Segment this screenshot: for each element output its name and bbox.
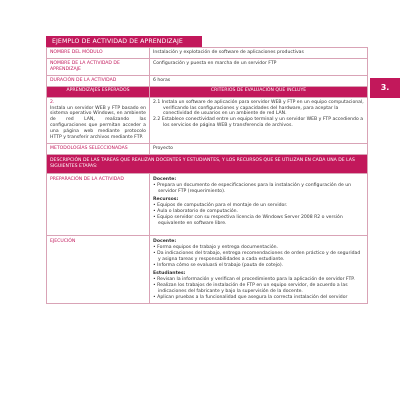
criterios-cell	[150, 97, 368, 143]
preparacion-content	[150, 173, 368, 235]
list-item: • Da indicaciones del trabajo, entrega recomendaciones de orden práctico y de seguridad y asigna tareas y responsabilidades a cada estudiante.	[153, 250, 361, 262]
actividad-row	[47, 58, 368, 75]
criterio-item	[153, 117, 364, 129]
aprendizaje-cell	[47, 97, 150, 143]
list-item: • Revisan la información y verifican el procedimiento para la aplicación de servidor FTP.	[153, 277, 355, 283]
ejecucion-label: EJECUCIÓN	[47, 235, 150, 303]
docente-title: Docente:	[153, 238, 177, 244]
activity-page	[46, 36, 368, 304]
criterios-header: CRITERIOS DE EVALUACIÓN QUE INCLUYE	[150, 86, 368, 97]
list-item: • Equipo servidor con su respectiva licencia de Windows Server 2008 R2 o versión equivalente en software libre.	[153, 215, 343, 227]
ejecucion-content	[150, 235, 368, 303]
ejecucion-row	[47, 235, 368, 303]
list-item: • Informa cómo se evaluará el trabajo (pauta de cotejo).	[153, 262, 284, 268]
list-item: • Forma equipos de trabajo y entrega documentación.	[153, 244, 279, 250]
activity-table	[46, 47, 368, 304]
criterio-number: 2.2	[153, 117, 161, 123]
aprendizaje-text: Instala un servidor WEB y FTP basado en sistema operativo Windows, en ambiente de red LAN, realizando las configuraciones que permitan acceder a una página web mediante protocolo HTTP y transferir archivos mediante FTP.	[50, 105, 146, 141]
preparacion-row	[47, 173, 368, 235]
actividad-value: Configuración y puesta en marcha de un servidor FTP	[150, 58, 368, 75]
aprendizaje-number: 2.	[50, 99, 55, 105]
recursos-title: Recursos:	[153, 197, 179, 203]
headers-row	[47, 86, 368, 97]
actividad-label: NOMBRE DE LA ACTIVIDAD DE APRENDIZAJE	[47, 58, 150, 75]
modulo-value: Instalación y explotación de software de aplicaciones productivas	[150, 48, 368, 59]
metodologias-label: METODOLOGÍAS SELECCIONADAS	[47, 143, 150, 154]
section-number-tab: 3.	[370, 78, 400, 98]
modulo-row	[47, 48, 368, 59]
criterio-text: Instala un software de aplicación para servidor WEB y FTP en un equipo computacional, verificando las configuraciones y capacidades del hardware, para aceptar la conectividad de usuarios en un ambiente de red LAN.	[161, 99, 364, 117]
docente-title: Docente:	[153, 176, 177, 182]
criterio-item	[153, 100, 364, 118]
preparacion-label: PREPARACIÓN DE LA ACTIVIDAD	[47, 173, 150, 235]
aprendizajes-header: APRENDIZAJES ESPERADOS	[47, 86, 150, 97]
learning-row	[47, 97, 368, 143]
page-banner: EJEMPLO DE ACTIVIDAD DE APRENDIZAJE	[46, 36, 202, 47]
descripcion-row	[47, 154, 368, 173]
list-item: • Realizan los trabajos de instalación de FTP en un equipo servidor, de acuerdo a las indicaciones del fabricante y bajo la supervisión de la docente.	[153, 283, 348, 295]
estudiantes-title: Estudiantes:	[153, 271, 186, 277]
list-item: • Aplican pruebas a la funcionalidad que asegura la correcta instalación del servidor	[153, 295, 348, 301]
list-item: • Equipos de computación para el montaje de un servidor.	[153, 203, 288, 209]
descripcion-text: DESCRIPCIÓN DE LAS TAREAS QUE REALIZAN DOCENTES Y ESTUDIANTES, Y LOS RECURSOS QUE SE UTILIZAN EN CADA UNA DE LAS SIGUIENTES ETAPAS:	[47, 154, 368, 173]
list-item: • Prepara un documento de especificaciones para la instalación y configuración de un servidor FTP (requerimiento).	[153, 182, 352, 194]
criterio-number: 2.1	[153, 99, 161, 105]
list-item: • Aula o laboratorio de computación.	[153, 209, 239, 215]
metodologias-value: Proyecto	[150, 143, 368, 154]
metodologias-row	[47, 143, 368, 154]
duracion-value: 6 horas	[150, 75, 368, 86]
criterio-text: Establece conectividad entre un equipo terminal y un servidor WEB y FTP accediendo a los servicios de página WEB y transferencia de archivos.	[161, 117, 364, 129]
duracion-row	[47, 75, 368, 86]
modulo-label: NOMBRE DEL MÓDULO	[47, 48, 150, 59]
duracion-label: DURACIÓN DE LA ACTIVIDAD	[47, 75, 150, 86]
